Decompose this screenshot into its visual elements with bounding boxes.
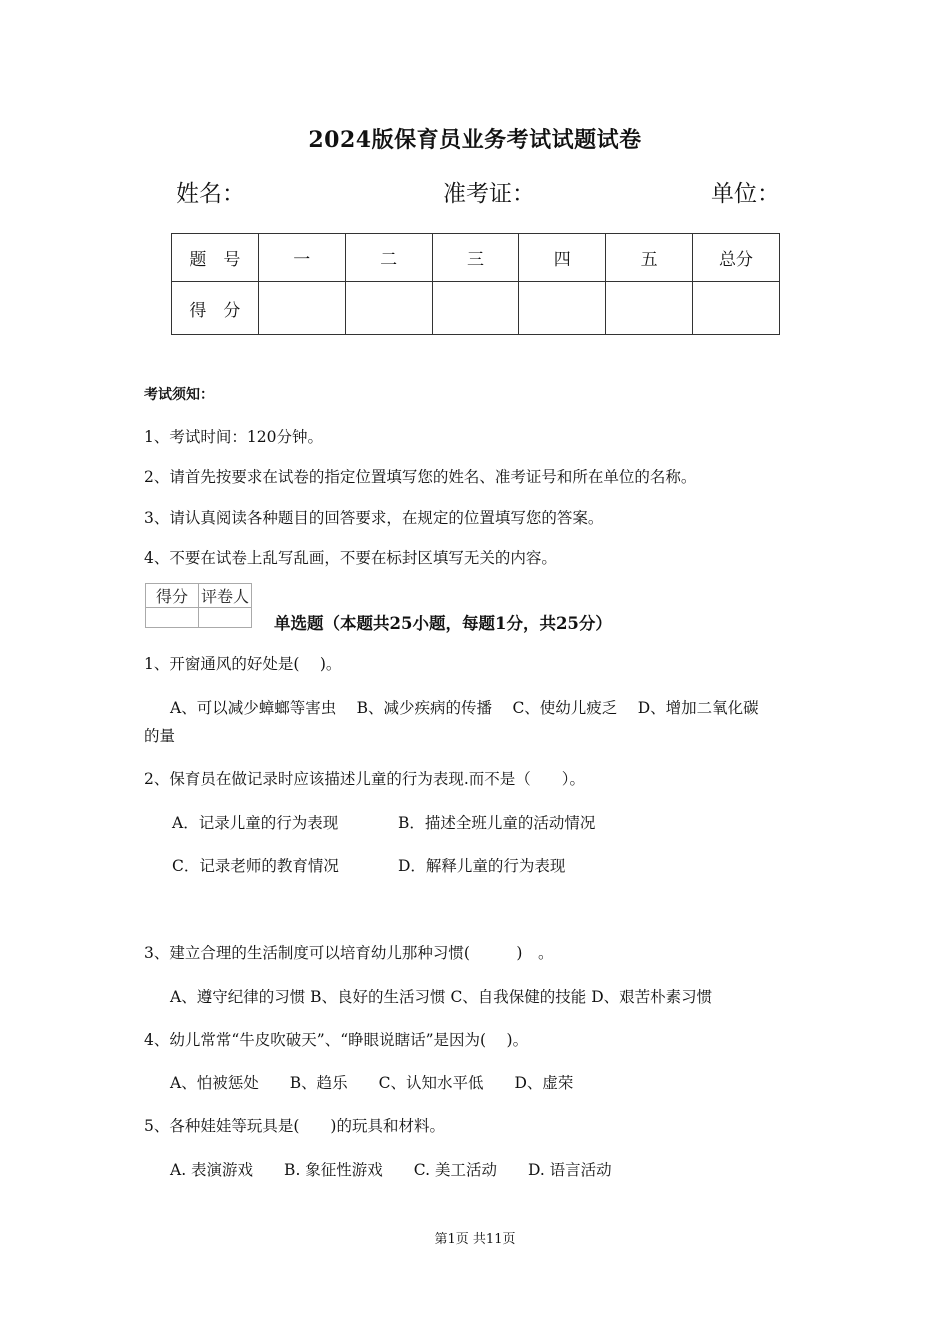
- question-3: 3、建立合理的生活制度可以培育幼儿那种习惯( ) 。: [144, 944, 554, 962]
- notice-item: 1、考试时间：120分钟。: [144, 428, 323, 446]
- score-table-header-cell: 一: [258, 234, 345, 282]
- notice-item: 2、请首先按要求在试卷的指定位置填写您的姓名、准考证号和所在单位的名称。: [144, 468, 697, 486]
- question-1-options-cont: 的量: [144, 727, 176, 745]
- notice-item: 4、不要在试卷上乱写乱画，不要在标封区填写无关的内容。: [144, 549, 557, 567]
- question-4-options: A、怕被惩处 B、趋乐 C、认知水平低 D、虚荣: [170, 1074, 574, 1092]
- grader-score-label: 得分: [146, 584, 199, 608]
- notice-item: 3、请认真阅读各种题目的回答要求，在规定的位置填写您的答案。: [144, 509, 604, 527]
- question-2-option-b: B．描述全班儿童的活动情况: [398, 814, 596, 832]
- page-footer: 第1页 共11页: [434, 1232, 516, 1247]
- grader-box: [145, 583, 252, 628]
- question-4: 4、幼儿常常“牛皮吹破天”、“睁眼说瞎话”是因为( )。: [144, 1031, 529, 1049]
- score-cell-2[interactable]: [345, 282, 432, 335]
- exam-title: 2024版保育员业务考试试题试卷: [308, 127, 642, 153]
- question-1: 1、开窗通风的好处是( )。: [144, 655, 342, 673]
- question-2-option-d: D．解释儿童的行为表现: [398, 857, 566, 875]
- score-table-header-cell: 题 号: [172, 234, 259, 282]
- score-cell-3[interactable]: [432, 282, 519, 335]
- grader-score-cell[interactable]: [146, 608, 199, 628]
- score-row-label: 得 分: [172, 282, 259, 335]
- exam-number-field-label: 准考证：: [443, 181, 535, 207]
- score-cell-1[interactable]: [258, 282, 345, 335]
- score-table-header-cell: 二: [345, 234, 432, 282]
- score-cell-4[interactable]: [519, 282, 606, 335]
- score-table-header-row: [172, 234, 780, 282]
- score-table-header-cell: 三: [432, 234, 519, 282]
- question-3-options: A、遵守纪律的习惯 B、良好的生活习惯 C、自我保健的技能 D、艰苦朴素习惯: [170, 988, 713, 1006]
- unit-field-label: 单位：: [711, 181, 780, 207]
- question-1-options: A、可以减少蟑螂等害虫 B、减少疾病的传播 C、使幼儿疲乏 D、增加二氧化碳: [170, 699, 759, 717]
- question-2-option-a: A．记录儿童的行为表现: [172, 814, 339, 832]
- score-table: [171, 233, 780, 335]
- question-2-option-c: C．记录老师的教育情况: [172, 857, 339, 875]
- question-5-options: A. 表演游戏 B. 象征性游戏 C. 美工活动 D. 语言活动: [170, 1161, 612, 1179]
- score-table-header-cell: 四: [519, 234, 606, 282]
- score-table-score-row: [172, 282, 780, 335]
- score-table-header-cell: 总分: [693, 234, 780, 282]
- score-cell-total[interactable]: [693, 282, 780, 335]
- section-title: 单选题（本题共25小题，每题1分，共25分）: [274, 614, 612, 633]
- name-field-label: 姓名：: [176, 181, 245, 207]
- notice-heading: 考试须知：: [144, 387, 214, 403]
- score-cell-5[interactable]: [606, 282, 693, 335]
- grader-name-label: 评卷人: [199, 584, 252, 608]
- grader-name-cell[interactable]: [199, 608, 252, 628]
- question-5: 5、各种娃娃等玩具是( )的玩具和材料。: [144, 1117, 445, 1135]
- score-table-header-cell: 五: [606, 234, 693, 282]
- question-2: 2、保育员在做记录时应该描述儿童的行为表现.而不是（ ）。: [144, 770, 586, 788]
